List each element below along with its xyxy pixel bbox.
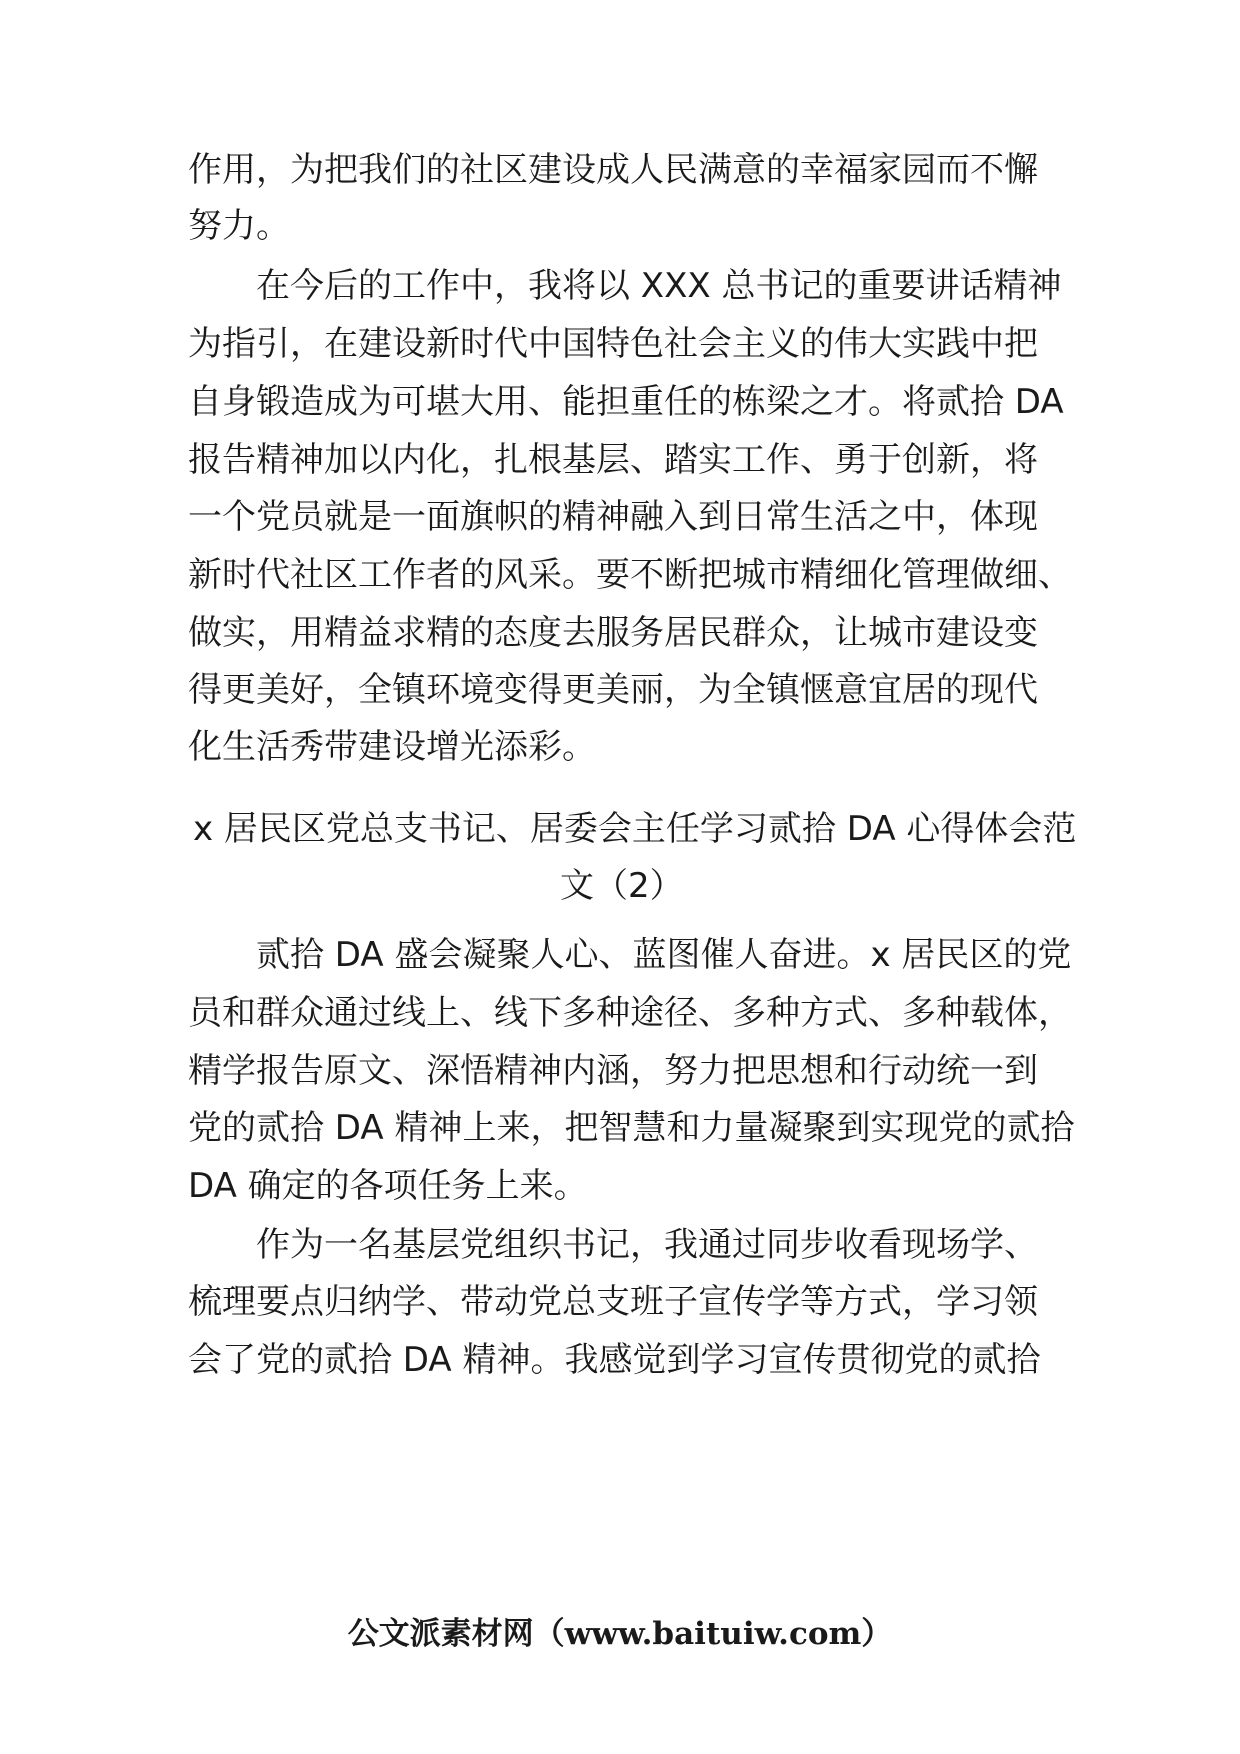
paragraph-2-line-1: 在今后的工作中，我将以 XXX 总书记的重要讲话精神 <box>256 266 1062 306</box>
paragraph-3-line-1: 贰拾 DA 盛会凝聚人心、蓝图催人奋进。x 居民区的党 <box>256 935 1072 975</box>
section-title-line-2: 文（2） <box>560 866 684 906</box>
paragraph-4-line-2: 梳理要点归纳学、带动党总支班子宣传学等方式，学习领 <box>188 1282 1038 1322</box>
paragraph-2-line-3: 自身锻造成为可堪大用、能担重任的栋梁之才。将贰拾 DA <box>188 382 1064 422</box>
paragraph-2-line-6: 新时代社区工作者的风采。要不断把城市精细化管理做细、 <box>188 555 1072 595</box>
paragraph-4-line-1: 作为一名基层党组织书记，我通过同步收看现场学、 <box>256 1225 1038 1265</box>
paragraph-2-line-9: 化生活秀带建设增光添彩。 <box>188 727 596 767</box>
paragraph-1-line-1: 作用，为把我们的社区建设成人民满意的幸福家园而不懈 <box>188 150 1038 190</box>
paragraph-1-line-2: 努力。 <box>188 206 290 246</box>
footer-site-credit: 公文派素材网（www.baituiw.com） <box>347 1616 893 1652</box>
paragraph-2-line-8: 得更美好，全镇环境变得更美丽，为全镇惬意宜居的现代 <box>188 670 1038 710</box>
paragraph-3-line-3: 精学报告原文、深悟精神内涵，努力把思想和行动统一到 <box>188 1051 1038 1091</box>
paragraph-2-line-7: 做实，用精益求精的态度去服务居民群众，让城市建设变 <box>188 613 1038 653</box>
paragraph-4-line-3: 会了党的贰拾 DA 精神。我感觉到学习宣传贯彻党的贰拾 <box>188 1340 1041 1380</box>
section-title-line-1: x 居民区党总支书记、居委会主任学习贰拾 DA 心得体会范 <box>193 809 1077 849</box>
paragraph-2-line-2: 为指引，在建设新时代中国特色社会主义的伟大实践中把 <box>188 324 1038 364</box>
paragraph-3-line-2: 员和群众通过线上、线下多种途径、多种方式、多种载体， <box>188 993 1072 1033</box>
paragraph-2-line-5: 一个党员就是一面旗帜的精神融入到日常生活之中，体现 <box>188 497 1038 537</box>
paragraph-2-line-4: 报告精神加以内化，扎根基层、踏实工作、勇于创新，将 <box>188 440 1038 480</box>
paragraph-3-line-5: DA 确定的各项任务上来。 <box>188 1166 588 1206</box>
paragraph-3-line-4: 党的贰拾 DA 精神上来，把智慧和力量凝聚到实现党的贰拾 <box>188 1108 1075 1148</box>
